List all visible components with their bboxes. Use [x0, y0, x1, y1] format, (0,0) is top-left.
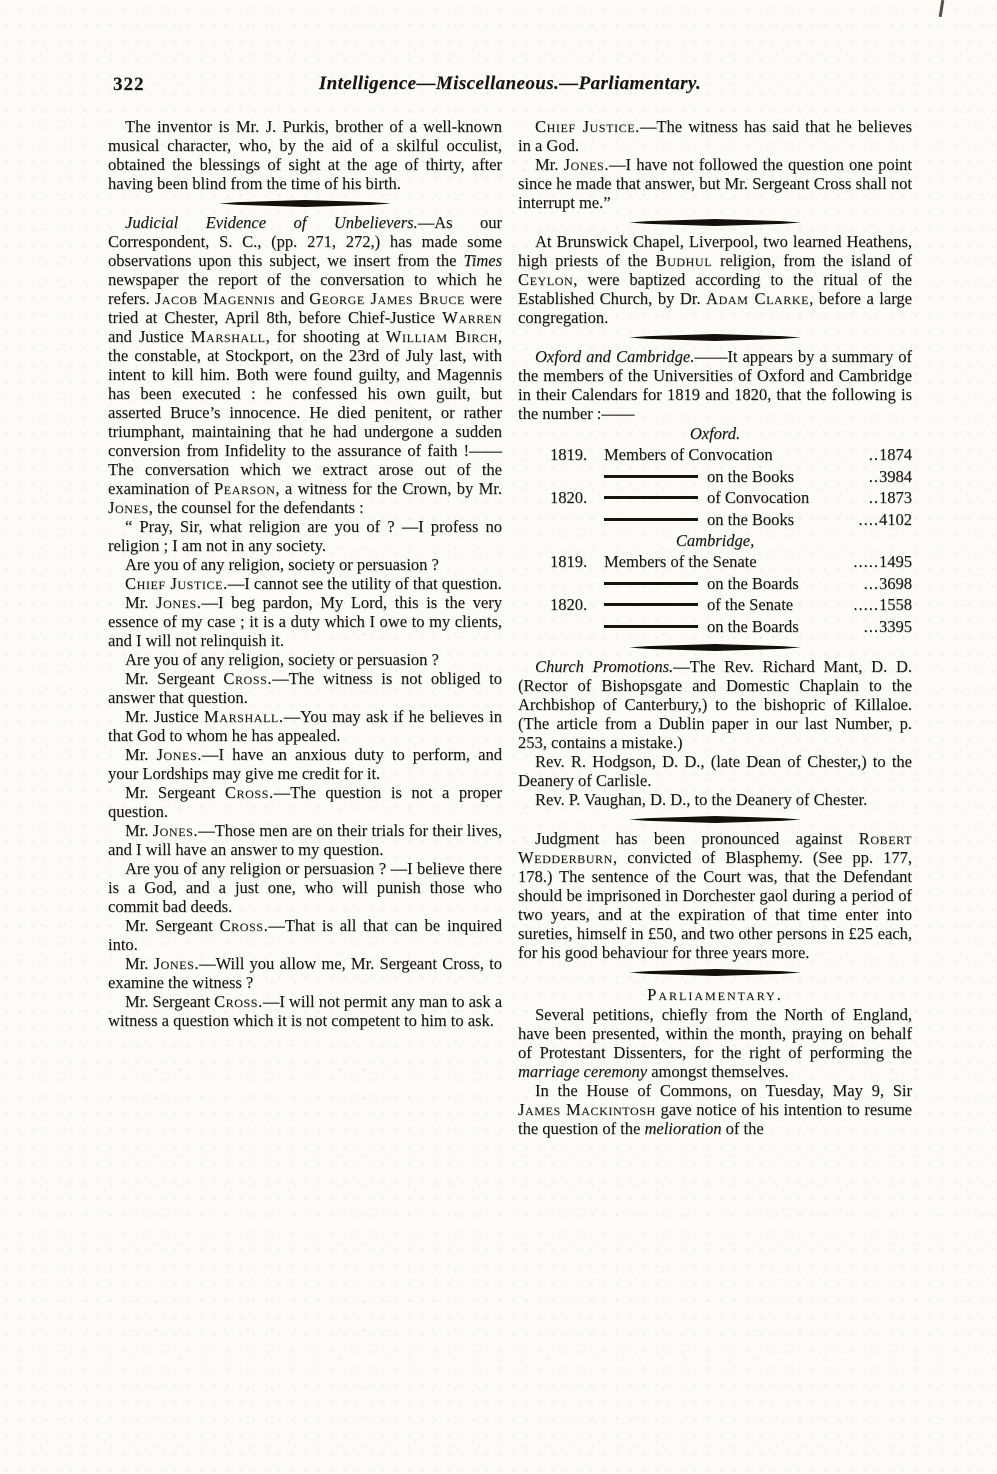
text-segment: Mr. [125, 593, 157, 612]
text-segment: Cross. [223, 669, 273, 688]
text-segment: Mr. Sergeant [125, 992, 215, 1011]
table-row [550, 487, 912, 509]
text-segment: Several petitions, chiefly from the North of England, have been presented, within the month, praying on behalf of Protestant Dissenters, for the right of performing the [518, 1005, 912, 1062]
row-value: 1873 [879, 488, 912, 507]
paragraph [518, 790, 912, 809]
divider-rule [629, 816, 801, 823]
table-row [550, 509, 912, 531]
text-segment: —I beg pardon, My Lord, this is the very essence of my case ; it is a duty which I owe to my clients, and I will not relinquish it. [108, 593, 502, 650]
text-segment: Are you of any religion, society or persuasion ? [125, 650, 439, 669]
leader-dots: ..... [853, 552, 879, 571]
text-segment: Jones [108, 498, 149, 517]
text-segment: Chief Justice. [125, 574, 228, 593]
text-segment: —As our Correspondent, S. C., (pp. 271, 272,) has made some observations upon this subject, we insert from the [108, 213, 502, 270]
paragraph [108, 745, 502, 783]
divider-rule [219, 200, 391, 207]
text-segment: At Brunswick Chapel, Liverpool, two learned Heathens, high priests of the [518, 232, 912, 270]
text-segment: —The witness is not obliged to answer that question. [108, 669, 502, 707]
text-segment: Jones. [563, 155, 610, 174]
text-segment: Rev. R. Hodgson, D. D., (late Dean of Chester,) to the Deanery of Carlisle. [518, 752, 912, 790]
text-segment: Budhul [655, 251, 713, 270]
divider-rule [629, 219, 801, 226]
text-segment: Pearson [213, 479, 276, 498]
paragraph [108, 707, 502, 745]
leader-dots: ... [863, 616, 879, 636]
row-value: 1495 [879, 552, 912, 571]
text-segment: Cross. [214, 992, 263, 1011]
table-row [550, 616, 912, 638]
text-segment: Cross. [219, 916, 269, 935]
text-segment: Adam Clarke [706, 289, 810, 308]
text-segment: Mr. [125, 745, 157, 764]
row-value: 3395 [879, 616, 912, 636]
table-row [550, 573, 912, 595]
leader-dots: ..... [853, 595, 879, 614]
row-year: 1820. [550, 488, 588, 507]
paragraph [108, 859, 502, 916]
table-row [550, 594, 912, 616]
text-segment: Mr. Sergeant [125, 916, 220, 935]
text-segment: , convicted of Blasphemy. (See pp. 177, 178.) The sentence of the Court was, that the Defendant should be imprisoned in Dorchester gaol during a period of two years, and at the expiration of that time enter into sureties, himself in £50, and two other persons in £25 each, for his good behaviour for three years more. [518, 848, 912, 962]
paragraph [108, 117, 502, 193]
text-segment: —The Rev. Richard Mant, D. D. (Rector of Bishopsgate and Domestic Chaplain to the Archbishop of Canterbury,) to the bishopric of Killaloe. (The article from a Dublin paper in our last Number, p. 253, contains a mistake.) [518, 657, 912, 752]
text-segment: , before a large congregation. [518, 289, 912, 327]
table-row [550, 551, 912, 573]
paragraph [108, 821, 502, 859]
text-segment: Times [463, 251, 502, 270]
row-value: 3984 [879, 466, 912, 486]
row-year: 1819. [550, 552, 588, 571]
row-label: of Convocation [707, 488, 810, 507]
paragraph [518, 347, 912, 423]
paragraph [518, 657, 912, 752]
text-segment: , the constable, at Stockport, on the 23rd of July last, with intent to kill him. Both were found guilty, and Magennis has been executed : he confessed his own guilt, but asserted Bruce’s innocence. He died penitent, or rather triumphant, maintaining that he had undergone a sudden conversion from Infidelity to the assurance of faith !——The conversation which we extract arose out of the examination of [108, 327, 502, 498]
text-segment: Chief Justice. [535, 117, 640, 136]
text-segment: —Will you allow me, Mr. Sergeant Cross, to examine the witness ? [108, 954, 502, 992]
section-divider [108, 193, 502, 213]
row-label: Members of Convocation [604, 445, 773, 464]
paragraph [518, 1081, 912, 1138]
text-segment: Marshall [190, 327, 266, 346]
table-row [550, 466, 912, 488]
paragraph [518, 829, 912, 962]
leader-dots: .... [858, 509, 879, 529]
text-segment: melioration [644, 1119, 722, 1138]
text-segment: , the counsel for the defendants : [148, 498, 364, 517]
leader-dots: .. [868, 445, 879, 464]
section-divider [518, 962, 912, 982]
row-value: 1558 [879, 595, 912, 614]
text-segment: Are you of any religion or persuasion ? —I believe there is a God, and a just one, who will punish those who commit bad deeds. [108, 859, 502, 916]
leader-dots: .. [868, 488, 879, 507]
divider-rule [629, 969, 801, 976]
section-divider [518, 327, 912, 347]
left-column [108, 117, 502, 1138]
page-header [108, 74, 912, 102]
paragraph [108, 669, 502, 707]
text-segment: Warren [442, 308, 502, 327]
ditto-mark [604, 496, 698, 499]
text-segment: James Mackintosh [518, 1100, 656, 1119]
row-value: 3698 [879, 573, 912, 593]
text-segment: Mr. [125, 821, 153, 840]
section-divider [518, 809, 912, 829]
text-segment: Mr. Sergeant [125, 783, 225, 802]
row-label: Members of the Senate [604, 552, 757, 571]
text-segment: Mr. Sergeant [125, 669, 224, 688]
text-segment: were tried at Chester, April 8th, before Chief-Justice [108, 289, 502, 327]
text-segment: The inventor is Mr. J. Purkis, brother of a well-known musical character, who, by the aid of a skilful occulist, obtained the blessings of sight at the age of thirty, after having been blind from the time of his birth. [108, 117, 502, 193]
paragraph [108, 916, 502, 954]
text-segment: —I will not permit any man to ask a witness a question which it is not competent to him to ask. [108, 992, 503, 1030]
page-title: Intelligence—Miscellaneous.—Parliamentary. [318, 73, 702, 94]
text-segment: , were baptized according to the ritual of the Established Church, by Dr. [518, 270, 912, 308]
paragraph [518, 752, 912, 790]
text-segment: George James Bruce [309, 289, 465, 308]
ditto-mark [604, 475, 698, 478]
paragraph [108, 213, 502, 517]
divider-rule [629, 644, 801, 651]
paragraph [108, 517, 502, 555]
statistics-table [518, 551, 912, 637]
page-number: 322 [113, 74, 145, 95]
text-segment: —You may ask if he believes in that God to whom he has appealed. [108, 707, 502, 745]
text-segment: —That is all that can be inquired into. [108, 916, 502, 954]
paragraph [108, 593, 502, 650]
paragraph [108, 783, 502, 821]
text-segment: Jones. [156, 745, 202, 764]
text-segment: newspaper the report of the conversation to which he refers. [108, 270, 502, 308]
paragraph [518, 155, 912, 212]
text-segment: Church Promotions. [535, 657, 674, 676]
row-value: 1874 [879, 445, 912, 464]
text-segment: Oxford and Cambridge. [535, 347, 695, 366]
text-segment: Rev. P. Vaughan, D. D., to the Deanery of Chester. [535, 790, 868, 809]
divider-rule [629, 334, 801, 341]
text-segment: Cross. [224, 783, 274, 802]
paragraph [108, 650, 502, 669]
text-segment: Mr. [125, 954, 154, 973]
text-segment: Jones. [153, 954, 200, 973]
text-segment: Jones. [156, 593, 202, 612]
text-segment: Jacob Magennis [154, 289, 276, 308]
text-segment: Ceylon [518, 270, 574, 289]
text-segment: William Birch [385, 327, 498, 346]
paragraph [518, 117, 912, 155]
text-segment: Are you of any religion, society or persuasion ? [125, 555, 439, 574]
text-segment: —I have not followed the question one point since he made that answer, but Mr. Sergeant Cross shall not interrupt me.” [518, 155, 912, 212]
row-year: 1820. [550, 595, 588, 614]
text-segment: In the House of Commons, on Tuesday, May 9, Sir [535, 1081, 912, 1100]
paragraph [518, 232, 912, 327]
text-segment: “ Pray, Sir, what religion are you of ? —I profess no religion ; I am not in any society. [108, 517, 502, 555]
text-segment: Jones. [152, 821, 199, 840]
section-divider [518, 637, 912, 657]
row-value: 4102 [879, 509, 912, 529]
paragraph [108, 954, 502, 992]
text-segment: —The witness has said that he believes in a God. [518, 117, 912, 155]
scan-artifact [939, 0, 945, 17]
ditto-mark [604, 582, 698, 585]
ditto-mark [604, 518, 698, 521]
text-segment: Judicial Evidence of Unbelievers. [125, 213, 418, 232]
leader-dots: ... [863, 573, 879, 593]
table-subheading: Oxford. [689, 424, 741, 443]
row-label: on the Books [707, 466, 795, 486]
text-segment: ——It appears by a summary of the members of the Universities of Oxford and Cambridge in their Calendars for 1819 and 1820, that the following is the number :—— [518, 347, 912, 423]
text-segment: —Those men are on their trials for their lives, and I will have an answer to my question. [108, 821, 502, 859]
text-segment: Marshall. [204, 707, 284, 726]
row-label: on the Boards [707, 616, 799, 636]
text-segment: religion, from the island of [712, 251, 912, 270]
text-segment: Mr. [535, 155, 564, 174]
paragraph [108, 574, 502, 593]
row-label: on the Books [707, 509, 795, 529]
text-segment: marriage ceremony [518, 1062, 648, 1081]
text-segment: Mr. Justice [125, 707, 205, 726]
text-segment: of the [721, 1119, 764, 1138]
section-heading: Parliamentary. [647, 985, 783, 1004]
table-row [550, 444, 912, 466]
leader-dots: .. [868, 466, 879, 486]
statistics-table [518, 444, 912, 530]
text-segment: amongst themselves. [647, 1062, 789, 1081]
table-subheading: Cambridge, [675, 531, 755, 550]
text-segment: —I have an anxious duty to perform, and your Lordships may give me credit for it. [108, 745, 502, 783]
row-label: of the Senate [707, 595, 794, 614]
text-segment: Robert Wedderburn [518, 829, 912, 867]
text-segment: Judgment has been pronounced against [535, 829, 859, 848]
right-column [518, 117, 912, 1138]
text-segment: and Justice [108, 327, 191, 346]
paragraph [108, 555, 502, 574]
text-segment: and [275, 289, 310, 308]
ditto-mark [604, 603, 698, 606]
text-segment: , for shooting at [265, 327, 386, 346]
two-column-body [108, 117, 912, 1138]
row-year: 1819. [550, 445, 588, 464]
text-segment: —The question is not a proper question. [108, 783, 502, 821]
text-segment: , a witness for the Crown, by Mr. [275, 479, 502, 498]
row-label: on the Boards [707, 573, 799, 593]
paragraph [518, 1005, 912, 1081]
paragraph [108, 992, 502, 1030]
text-segment: gave notice of his intention to resume the question of the [518, 1100, 912, 1138]
section-divider [518, 212, 912, 232]
text-segment: —I cannot see the utility of that question. [227, 574, 502, 593]
ditto-mark [604, 625, 698, 628]
